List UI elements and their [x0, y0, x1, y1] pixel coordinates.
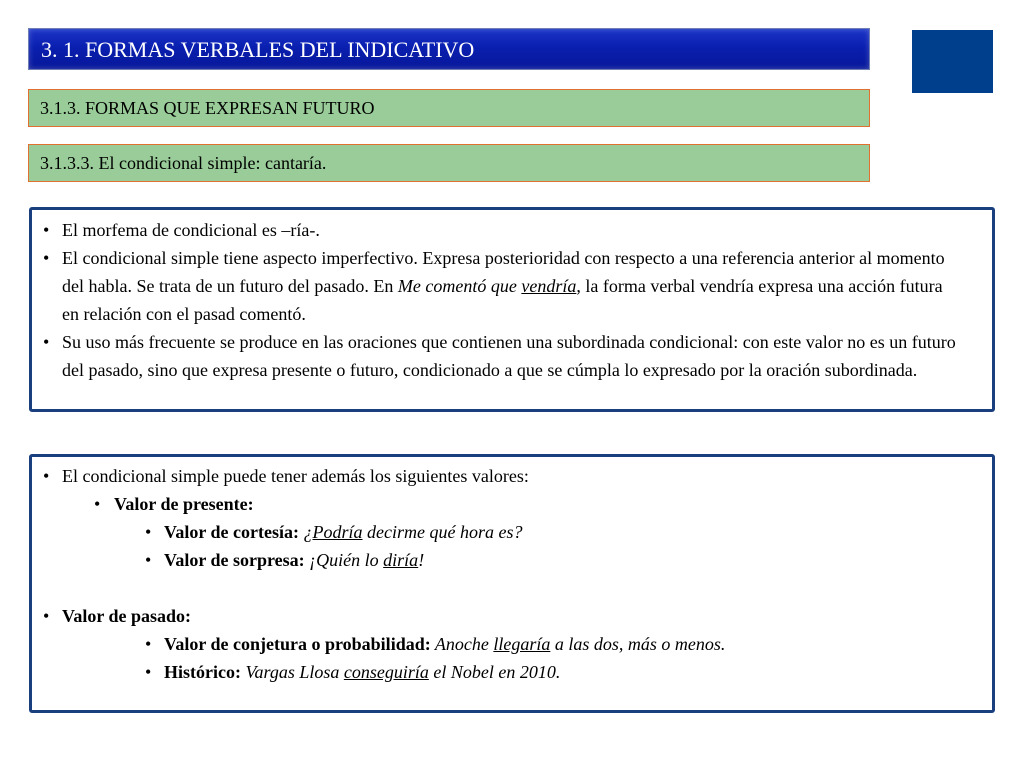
bullet-icon: •	[43, 606, 50, 626]
slide-title-bar	[28, 28, 870, 70]
list-item	[32, 630, 962, 658]
cortesia-verb: Podría	[312, 522, 363, 542]
bullet-text: El condicional simple tiene aspecto imperfectivo. Expresa posterioridad con respecto a una referencia anterior al momento del habla. Se trata de un futuro del pasado. En	[62, 248, 945, 296]
bullet-icon: •	[43, 466, 50, 486]
historico-pre: Vargas Llosa	[240, 662, 344, 682]
example-text: Me comentó que	[397, 276, 522, 296]
values-box	[29, 454, 995, 713]
bullet-icon: •	[43, 248, 50, 268]
historico-verb: conseguiría	[343, 662, 429, 682]
list-item	[32, 546, 962, 574]
spacer	[32, 574, 962, 602]
list-item	[32, 658, 962, 686]
sorpresa-label: Valor de sorpresa:	[164, 550, 305, 570]
values-intro: El condicional simple puede tener además los siguientes valores:	[62, 466, 529, 486]
bullet-icon: •	[94, 494, 101, 514]
bullet-icon: •	[43, 332, 50, 352]
comma: ,	[576, 276, 581, 296]
list-item	[32, 216, 962, 244]
cortesia-post: decirme qué hora es?	[362, 522, 523, 542]
section-heading-bar	[28, 89, 870, 127]
subsection-heading: 3.1.3.3. El condicional simple: cantaría.	[40, 153, 327, 173]
list-item	[32, 518, 962, 546]
subsection-heading-bar	[28, 144, 870, 182]
explanation-list	[32, 216, 962, 384]
slide-title: 3. 1. FORMAS VERBALES DEL INDICATIVO	[41, 37, 475, 62]
conjetura-pre: Anoche	[430, 634, 494, 654]
list-item	[32, 490, 962, 518]
list-item	[32, 462, 962, 490]
conjetura-verb: llegaría	[493, 634, 551, 654]
bullet-icon: •	[145, 522, 152, 542]
values-list	[32, 462, 962, 686]
cortesia-label: Valor de cortesía:	[164, 522, 299, 542]
section-heading: 3.1.3. FORMAS QUE EXPRESAN FUTURO	[40, 98, 375, 118]
bullet-icon: •	[145, 550, 152, 570]
cortesia-pre: ¿	[298, 522, 313, 542]
logo-box	[912, 30, 993, 93]
list-item	[32, 602, 962, 630]
bullet-text: Su uso más frecuente se produce en las oraciones que contienen una subordinada condicional: con este valor no es un futuro del pasado, sino que expresa presente o futuro, condicionado a que se cúmpla lo expresado por la oración subordinada.	[62, 332, 956, 380]
presente-heading: Valor de presente:	[114, 494, 254, 514]
bullet-text-cont: la forma verbal vendría expresa una acción futura en relación con el pasad comentó.	[62, 276, 943, 324]
list-item	[32, 328, 962, 384]
sorpresa-pre: ¡Quién lo	[304, 550, 384, 570]
sorpresa-post: !	[418, 550, 425, 570]
bullet-icon: •	[43, 220, 50, 240]
example-verb: vendría	[521, 276, 577, 296]
list-item	[32, 244, 962, 328]
bullet-icon: •	[145, 634, 152, 654]
bullet-icon: •	[145, 662, 152, 682]
historico-label: Histórico:	[164, 662, 241, 682]
conjetura-label: Valor de conjetura o probabilidad:	[164, 634, 431, 654]
bullet-text: El morfema de condicional es –ría-.	[62, 220, 320, 240]
historico-post: el Nobel en 2010.	[428, 662, 561, 682]
sorpresa-verb: diría	[383, 550, 419, 570]
explanation-box	[29, 207, 995, 412]
conjetura-post: a las dos, más o menos.	[550, 634, 726, 654]
pasado-heading: Valor de pasado:	[62, 606, 192, 626]
